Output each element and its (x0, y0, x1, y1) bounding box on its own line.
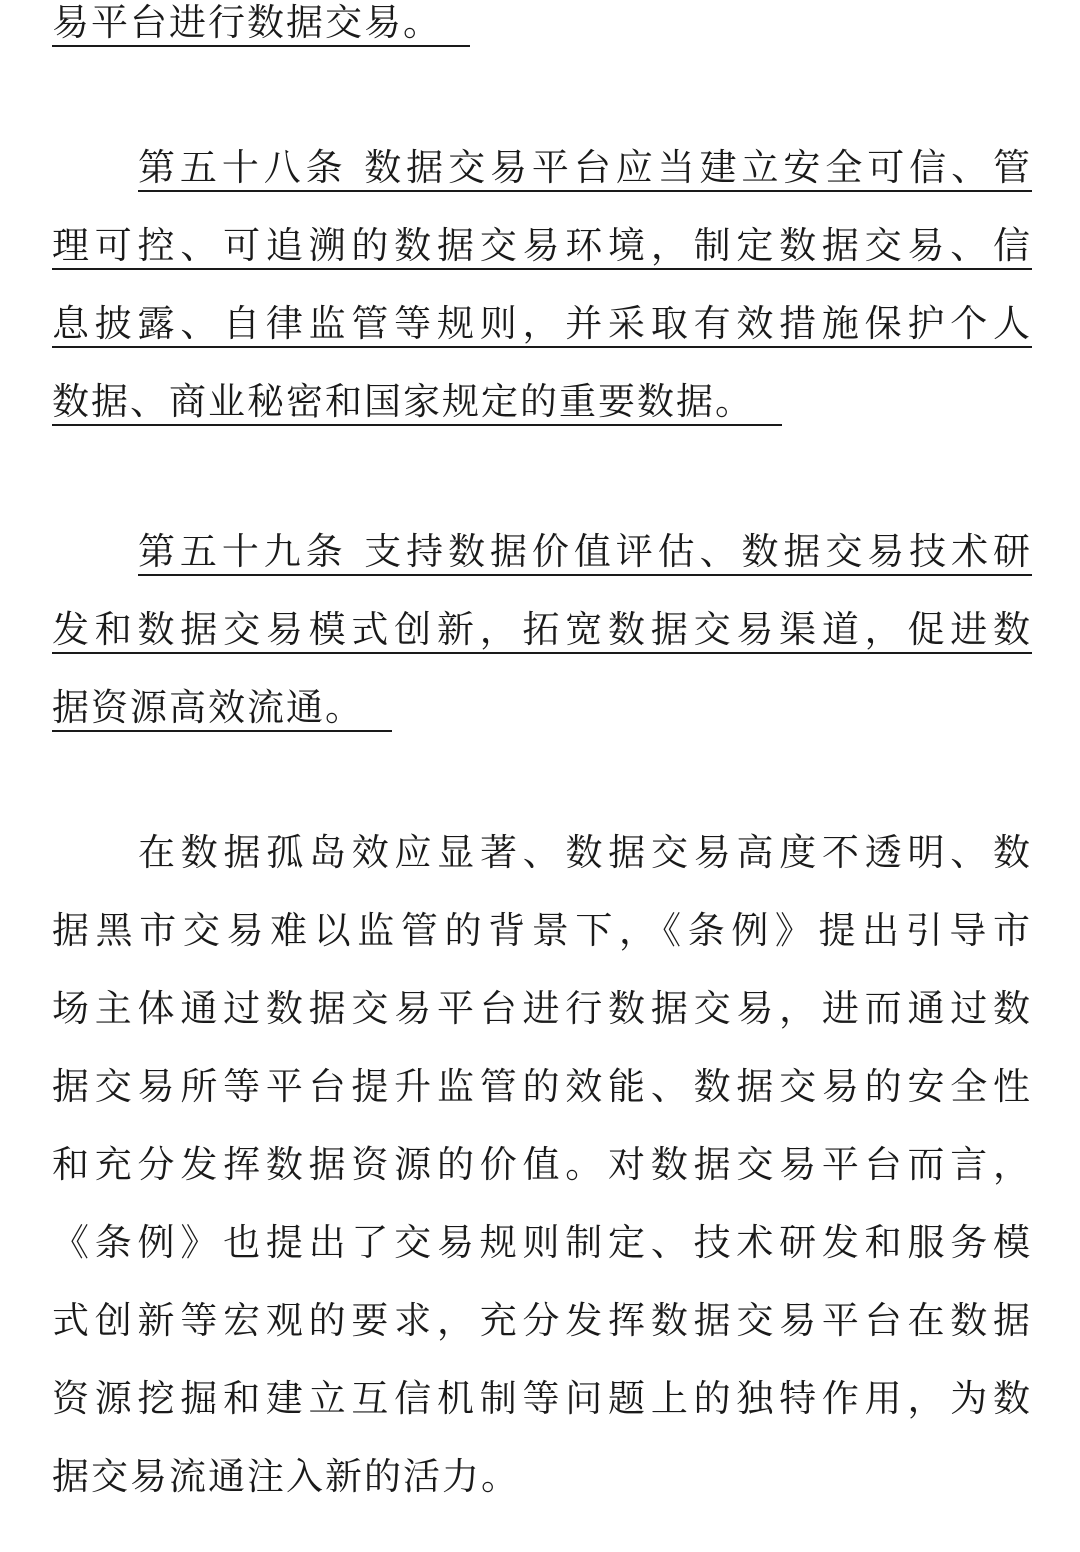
article-58-line-4 (52, 377, 1032, 427)
underlined-text: 据资源高效流通。 (52, 686, 364, 732)
underlined-text: 理可控、可追溯的数据交易环境，制定数据交易、信 (52, 224, 1032, 270)
commentary-line-7: 式创新等宏观的要求，充分发挥数据交易平台在数据 (52, 1299, 1032, 1342)
underlined-text: 息披露、自律监管等规则，并采取有效措施保护个人 (52, 302, 1032, 348)
commentary-line-8: 资源挖掘和建立互信机制等问题上的独特作用，为数 (52, 1377, 1032, 1420)
article-58-line-2 (52, 221, 1032, 271)
commentary-line-6: 《条例》也提出了交易规则制定、技术研发和服务模 (52, 1221, 1032, 1264)
underlined-text: 发和数据交易模式创新，拓宽数据交易渠道，促进数 (52, 608, 1032, 654)
commentary-line-4: 据交易所等平台提升监管的效能、数据交易的安全性 (52, 1065, 1032, 1108)
commentary-line-1: 在数据孤岛效应显著、数据交易高度不透明、数 (138, 831, 1032, 874)
article-59-line-2 (52, 605, 1032, 655)
commentary-line-2: 据黑市交易难以监管的背景下，《条例》提出引导市 (52, 909, 1032, 952)
commentary-line-3: 场主体通过数据交易平台进行数据交易，进而通过数 (52, 987, 1032, 1030)
commentary-line-5: 和充分发挥数据资源的价值。对数据交易平台而言， (52, 1143, 1032, 1186)
underlined-text: 易平台进行数据交易。 (52, 1, 442, 47)
underlined-text: 第五十八条 数据交易平台应当建立安全可信、管 (138, 146, 1032, 192)
article-58-line-1 (138, 143, 1032, 193)
article-58-line-3 (52, 299, 1032, 349)
article-57-tail-line (52, 0, 1032, 48)
commentary-line-9: 据交易流通注入新的活力。 (52, 1455, 520, 1498)
article-59-line-1 (138, 527, 1032, 577)
article-59-line-3 (52, 683, 1032, 733)
underlined-text: 第五十九条 支持数据价值评估、数据交易技术研 (138, 530, 1032, 576)
underlined-text: 数据、商业秘密和国家规定的重要数据。 (52, 380, 754, 426)
